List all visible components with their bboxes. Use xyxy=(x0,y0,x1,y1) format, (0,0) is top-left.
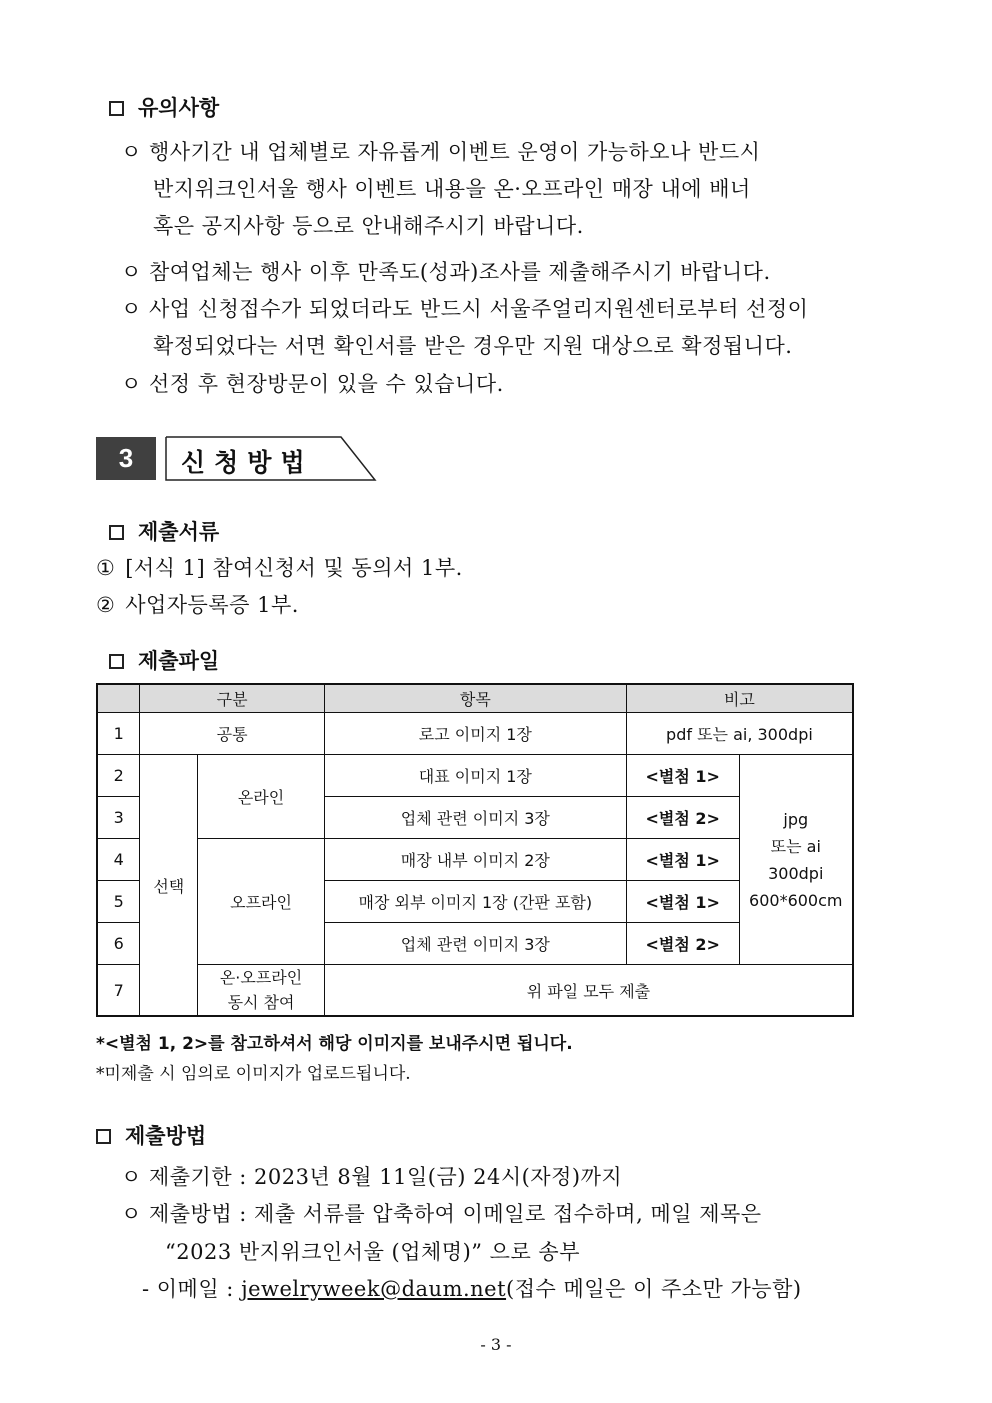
method-line-2: “2023 반지위크인서울 (업체명)” 으로 송부 xyxy=(165,1240,581,1264)
row-attachment: <별첨 2> xyxy=(626,923,739,965)
category-both-line-2: 동시 참여 xyxy=(227,993,295,1012)
spec-resolution: 300dpi xyxy=(768,863,824,883)
method-email-line xyxy=(142,1273,802,1303)
header-cell-item: 항목 xyxy=(324,684,626,713)
notes-item-3-line-1: ㅇ 사업 신청접수가 되었더라도 반드시 서울주얼리지원센터로부터 선정이 xyxy=(121,297,809,321)
notes-item-4: ㅇ 선정 후 현장방문이 있을 수 있습니다. xyxy=(121,372,504,396)
row-number: 1 xyxy=(97,713,140,755)
checkbox-square-icon xyxy=(109,654,124,669)
row-item: 매장 외부 이미지 1장 (간판 포함) xyxy=(324,881,626,923)
category-both xyxy=(198,965,325,1017)
image-spec-cell xyxy=(739,755,853,965)
files-note-plain: *미제출 시 임의로 이미지가 업로드됩니다. xyxy=(96,1064,411,1084)
row-number: 5 xyxy=(97,881,140,923)
notes-heading: 유의사항 xyxy=(109,92,219,122)
row-item: 위 파일 모두 제출 xyxy=(324,965,853,1017)
header-cell-blank xyxy=(97,684,140,713)
method-line-1: ㅇ 제출방법 : 제출 서류를 압축하여 이메일로 접수하며, 메일 제목은 xyxy=(121,1202,762,1226)
row-number: 2 xyxy=(97,755,140,797)
checkbox-square-icon xyxy=(109,525,124,540)
category-both-line-1: 온·오프라인 xyxy=(219,968,303,987)
table-header-row xyxy=(97,684,853,713)
row-item: 업체 관련 이미지 3장 xyxy=(324,923,626,965)
row-attachment: <별첨 1> xyxy=(626,755,739,797)
section-title: 신청방법 xyxy=(165,436,377,481)
row-note: pdf 또는 ai, 300dpi xyxy=(626,713,853,755)
table-row xyxy=(97,965,853,1017)
row-item: 대표 이미지 1장 xyxy=(324,755,626,797)
category-online: 온라인 xyxy=(198,755,325,839)
row-item: 매장 내부 이미지 2장 xyxy=(324,839,626,881)
notes-item-1-line-3: 혹은 공지사항 등으로 안내해주시기 바랍니다. xyxy=(153,214,584,238)
table-row xyxy=(97,755,853,797)
row-number: 6 xyxy=(97,923,140,965)
spec-format-alt: 또는 ai xyxy=(770,836,821,856)
notes-item-1-line-1: ㅇ 행사기간 내 업체별로 자유롭게 이벤트 운영이 가능하오나 반드시 xyxy=(121,140,761,164)
category-common: 공통 xyxy=(140,713,324,755)
documents-heading: 제출서류 xyxy=(109,516,219,546)
category-select: 선택 xyxy=(140,755,198,1017)
checkbox-square-icon xyxy=(109,101,124,116)
notes-item-1-line-2: 반지위크인서울 행사 이벤트 내용을 온·오프라인 매장 내에 배너 xyxy=(153,177,751,201)
row-attachment: <별첨 2> xyxy=(626,797,739,839)
section-number: 3 xyxy=(96,437,156,480)
row-item: 업체 관련 이미지 3장 xyxy=(324,797,626,839)
row-attachment: <별첨 1> xyxy=(626,881,739,923)
email-prefix: - 이메일 : xyxy=(142,1277,242,1301)
notes-item-2: ㅇ 참여업체는 행사 이후 만족도(성과)조사를 제출해주시기 바랍니다. xyxy=(121,260,771,284)
row-attachment: <별첨 1> xyxy=(626,839,739,881)
header-cell-note: 비고 xyxy=(626,684,853,713)
notes-item-3-line-2: 확정되었다는 서면 확인서를 받은 경우만 지원 대상으로 확정됩니다. xyxy=(153,334,793,358)
documents-item-2: ② 사업자등록증 1부. xyxy=(96,593,299,617)
row-number: 4 xyxy=(97,839,140,881)
category-offline: 오프라인 xyxy=(198,839,325,965)
table-row xyxy=(97,713,853,755)
files-table xyxy=(96,683,854,1017)
header-cell-category: 구분 xyxy=(140,684,324,713)
spec-format: jpg xyxy=(783,809,809,829)
page-number: - 3 - xyxy=(480,1335,512,1354)
row-number: 3 xyxy=(97,797,140,839)
spec-size: 600*600cm xyxy=(749,890,843,910)
email-link[interactable]: jewelryweek@daum.net xyxy=(241,1277,507,1301)
documents-item-1: ① [서식 1] 참여신청서 및 동의서 1부. xyxy=(96,556,463,580)
email-suffix: (접수 메일은 이 주소만 가능함) xyxy=(506,1277,802,1301)
row-item: 로고 이미지 1장 xyxy=(324,713,626,755)
files-note-bold: *<별첨 1, 2>를 참고하셔서 해당 이미지를 보내주시면 됩니다. xyxy=(96,1034,573,1054)
method-deadline: ㅇ 제출기한 : 2023년 8월 11일(금) 24시(자정)까지 xyxy=(121,1165,623,1189)
files-heading: 제출파일 xyxy=(109,645,219,675)
row-number: 7 xyxy=(97,965,140,1017)
method-heading: 제출방법 xyxy=(96,1120,206,1150)
checkbox-square-icon xyxy=(96,1129,111,1144)
